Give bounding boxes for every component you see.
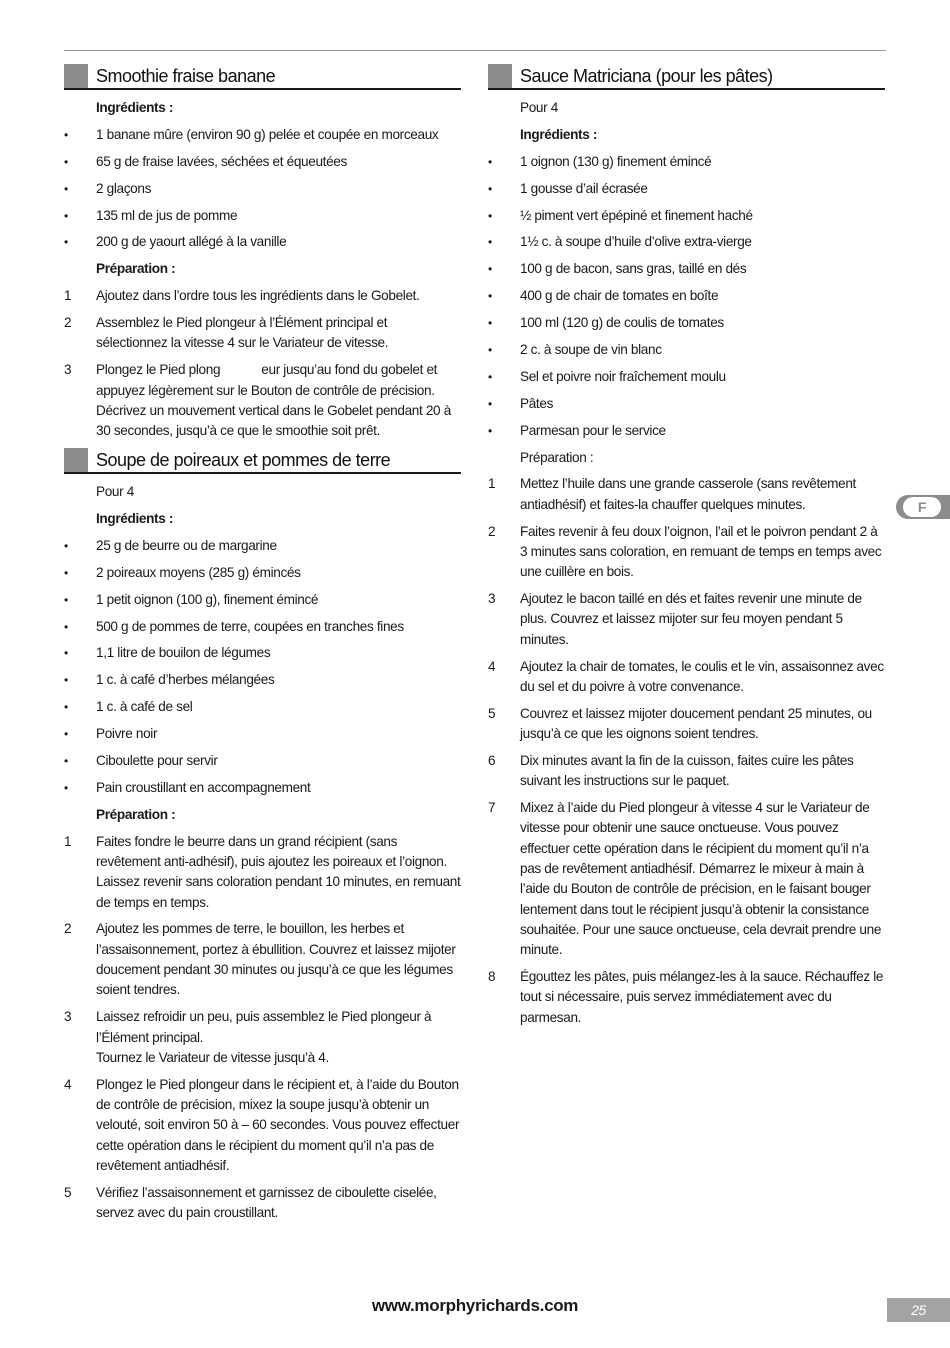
ingredient-list	[64, 536, 461, 798]
bullet: •	[488, 316, 492, 331]
bullet: •	[488, 423, 492, 438]
bullet: •	[64, 235, 68, 250]
step-item: 6 Dix minutes avant la fin de la cuisson, faites cuire les pâtes suivant les instructions sur le paquet.	[488, 753, 854, 789]
ingredient-item: • 200 g de yaourt allégé à la vanille	[64, 232, 461, 252]
step-item: 2 Faites revenir à feu doux l’oignon, l’ail et le poivron pendant 2 à 3 minutes sans coloration, en remuant de temps en temps avec une cuillère en bois.	[488, 523, 882, 580]
ingredients-label: Ingrédients :	[520, 126, 598, 142]
step-number: 6	[488, 753, 496, 768]
ingredients-label: Ingrédients :	[96, 100, 174, 115]
step-number: 5	[488, 705, 496, 721]
top-rule	[64, 50, 886, 51]
bullet: •	[64, 538, 68, 553]
ingredient-item: • Pâtes	[488, 394, 885, 414]
step-item: 8 Égouttez les pâtes, puis mélangez-les à la sauce. Réchauffez le tout si nécessaire, puis servez immédiatement avec du parmesan.	[488, 969, 884, 1025]
ingredient-item: • 1 c. à café de sel	[64, 697, 461, 717]
ingredient-item: • Poivre noir	[64, 724, 461, 744]
step-list	[488, 474, 885, 1028]
step-item: 5 Vérifiez l’assaisonnement et garnissez de ciboulette ciselée, servez avec du pain croustillant.	[64, 1184, 437, 1221]
step-item: 4 Plongez le Pied plongeur dans le récipient et, à l’aide du Bouton de contrôle de précision, mixez la soupe jusqu’à obtenir un velouté, soit environ 50 à – 60 secondes. Vous pouvez effectuer cette opération dans le récipient du moment qu’il n’a pas de revêtement antiadhésif.	[64, 1076, 460, 1173]
ingredient-item: • 1,1 litre de bouilon de légumes	[64, 643, 461, 663]
bullet: •	[64, 565, 68, 580]
step-number: 3	[488, 591, 496, 607]
ingredient-item: • 400 g de chair de tomates en boîte	[488, 286, 885, 306]
ingredient-item: • 500 g de pommes de terre, coupées en tranches fines	[64, 617, 461, 637]
step-item: 1 Mettez l’huile dans une grande casserole (sans revêtement antiadhésif) et faites-la chauffer quelques minutes.	[488, 476, 856, 512]
ingredient-item: • 1 gousse d’ail écrasée	[488, 179, 885, 199]
heading-block	[64, 448, 88, 472]
step-number: 2	[488, 523, 496, 539]
step-item: 1 Ajoutez dans l’ordre tous les ingrédients dans le Gobelet.	[64, 286, 461, 306]
ingredient-item: • 1 petit oignon (100 g), finement émincé	[64, 590, 461, 610]
bullet: •	[488, 289, 492, 304]
bullet: •	[64, 780, 68, 795]
preparation-label: Préparation :	[96, 806, 176, 822]
serves-label: Pour 4	[520, 100, 558, 115]
heading-block	[64, 64, 88, 88]
recipe-heading-smoothie	[64, 64, 461, 90]
ingredient-item: • 135 ml de jus de pomme	[64, 206, 461, 226]
ingredient-item: • Pain croustillant en accompagnement	[64, 778, 461, 798]
bullet: •	[64, 646, 68, 661]
bullet: •	[64, 208, 68, 223]
ingredient-list	[64, 125, 461, 253]
language-tab-label: F	[903, 497, 941, 517]
step-number: 3	[64, 1009, 72, 1025]
step-item: 3 Laissez refroidir un peu, puis assemblez le Pied plongeur à l’Élément principal. Tournez le Variateur de vitesse jusqu’à 4.	[64, 1009, 432, 1065]
ingredient-item: • 2 poireaux moyens (285 g) émincés	[64, 563, 461, 583]
ingredient-item: • 2 c. à soupe de vin blanc	[488, 340, 885, 360]
step-number: 7	[488, 800, 496, 816]
recipe-title: Sauce Matriciana (pour les pâtes)	[520, 66, 773, 86]
left-column	[64, 64, 461, 1230]
step-item: 3 Plongez le Pied plong eur jusqu’au fond du gobelet et appuyez légèrement sur le Bouton de contrôle de précision. Décrivez un mouvement vertical dans le Gobelet pendant 20 à 30 secondes, jusqu’à ce que le smoothie soit prêt.	[64, 362, 455, 439]
bullet: •	[64, 727, 68, 742]
step-number: 1	[64, 833, 72, 849]
step-item: 2 Assemblez le Pied plongeur à l’Élément principal et sélectionnez la vitesse 4 sur le Variateur de vitesse.	[64, 315, 389, 351]
ingredients-label: Ingrédients :	[96, 510, 174, 526]
bullet: •	[64, 127, 68, 142]
preparation-label: Préparation :	[96, 261, 176, 277]
bullet: •	[488, 343, 492, 358]
bullet: •	[64, 592, 68, 607]
step-list	[64, 286, 461, 441]
bullet: •	[64, 619, 68, 634]
step-item: 1 Faites fondre le beurre dans un grand récipient (sans revêtement anti-adhésif), puis ajoutez les poireaux et l’oignon. Laissez revenir sans coloration pendant 10 minutes, en remuant de temps en temps.	[64, 833, 461, 910]
bullet: •	[64, 673, 68, 688]
bullet: •	[488, 235, 492, 250]
recipe-title: Smoothie fraise banane	[96, 66, 276, 86]
step-item: 5 Couvrez et laissez mijoter doucement pendant 25 minutes, ou jusqu’à ce que les oignons soient tendres.	[488, 705, 872, 742]
ingredient-item: • 100 g de bacon, sans gras, taillé en dés	[488, 259, 885, 279]
bullet: •	[488, 154, 492, 169]
bullet: •	[488, 369, 492, 384]
recipe-heading-sauce	[488, 64, 885, 90]
preparation-label: Préparation :	[520, 449, 594, 465]
ingredient-item: • 1 banane mûre (environ 90 g) pelée et coupée en morceaux	[64, 125, 461, 145]
step-number: 8	[488, 969, 496, 985]
step-item: 3 Ajoutez le bacon taillé en dés et faites revenir une minute de plus. Couvrez et laissez mijoter sur feu moyen pendant 5 minutes.	[488, 591, 862, 647]
ingredient-list	[488, 152, 885, 441]
step-number: 3	[64, 362, 72, 378]
ingredient-item: • 1 c. à café d’herbes mélangées	[64, 670, 461, 690]
serves-label: Pour 4	[96, 484, 134, 500]
step-number: 4	[488, 658, 496, 674]
ingredient-item: • 1½ c. à soupe d’huile d’olive extra-vierge	[488, 232, 885, 252]
ingredient-item: • Parmesan pour le service	[488, 421, 885, 441]
ingredient-item: • 1 oignon (130 g) finement émincé	[488, 152, 885, 172]
bullet: •	[64, 154, 68, 169]
bullet: •	[64, 181, 68, 196]
ingredient-item: • 25 g de beurre ou de margarine	[64, 536, 461, 556]
step-number: 2	[64, 921, 72, 937]
step-number: 5	[64, 1184, 72, 1200]
ingredient-item: • 65 g de fraise lavées, séchées et équeutées	[64, 152, 461, 172]
step-item: 2 Ajoutez les pommes de terre, le bouillon, les herbes et l’assaisonnement, portez à ébullition. Couvrez et laissez mijoter doucement pendant 30 minutes ou jusqu’à ce que les légumes soient tendres.	[64, 921, 456, 998]
recipe-title: Soupe de poireaux et pommes de terre	[96, 450, 391, 471]
step-number: 1	[488, 476, 496, 492]
step-item: 7 Mixez à l’aide du Pied plongeur à vitesse 4 sur le Variateur de vitesse pour obtenir une sauce onctueuse. Vous pouvez effectuer cette opération dans le récipient du moment qu’il n’a pas de revêtement antiadhésif. Démarrez le mixeur à main à l’aide du Bouton de contrôle de précision, en le faisant bouger lentement dans tout le récipient jusqu’à obtenir la consistance souhaitée. Pour une sauce onctueuse, cela devrait prendre une minute.	[488, 800, 882, 958]
ingredient-item: • ½ piment vert épépiné et finement haché	[488, 206, 885, 226]
step-number: 4	[64, 1076, 72, 1092]
step-number: 1	[64, 288, 72, 304]
bullet: •	[488, 181, 492, 196]
footer-website: www.morphyrichards.com	[371, 1296, 579, 1315]
bullet: •	[64, 754, 68, 768]
step-item: 4 Ajoutez la chair de tomates, le coulis et le vin, assaisonnez avec du sel et du poivre à votre convenance.	[488, 658, 884, 694]
page-number: 25	[887, 1298, 950, 1322]
step-list	[64, 832, 461, 1224]
step-number: 2	[64, 315, 72, 331]
recipe-heading-soupe	[64, 448, 461, 474]
ingredient-item: • 2 glaçons	[64, 179, 461, 199]
bullet: •	[488, 262, 492, 277]
language-tab	[896, 495, 950, 519]
heading-block	[488, 64, 512, 88]
ingredient-item: • Ciboulette pour servir	[64, 751, 461, 771]
bullet: •	[64, 700, 68, 715]
right-column	[488, 64, 885, 1035]
ingredient-item: • Sel et poivre noir fraîchement moulu	[488, 367, 885, 387]
ingredient-item: • 100 ml (120 g) de coulis de tomates	[488, 313, 885, 333]
bullet: •	[488, 208, 492, 223]
bullet: •	[488, 396, 492, 411]
